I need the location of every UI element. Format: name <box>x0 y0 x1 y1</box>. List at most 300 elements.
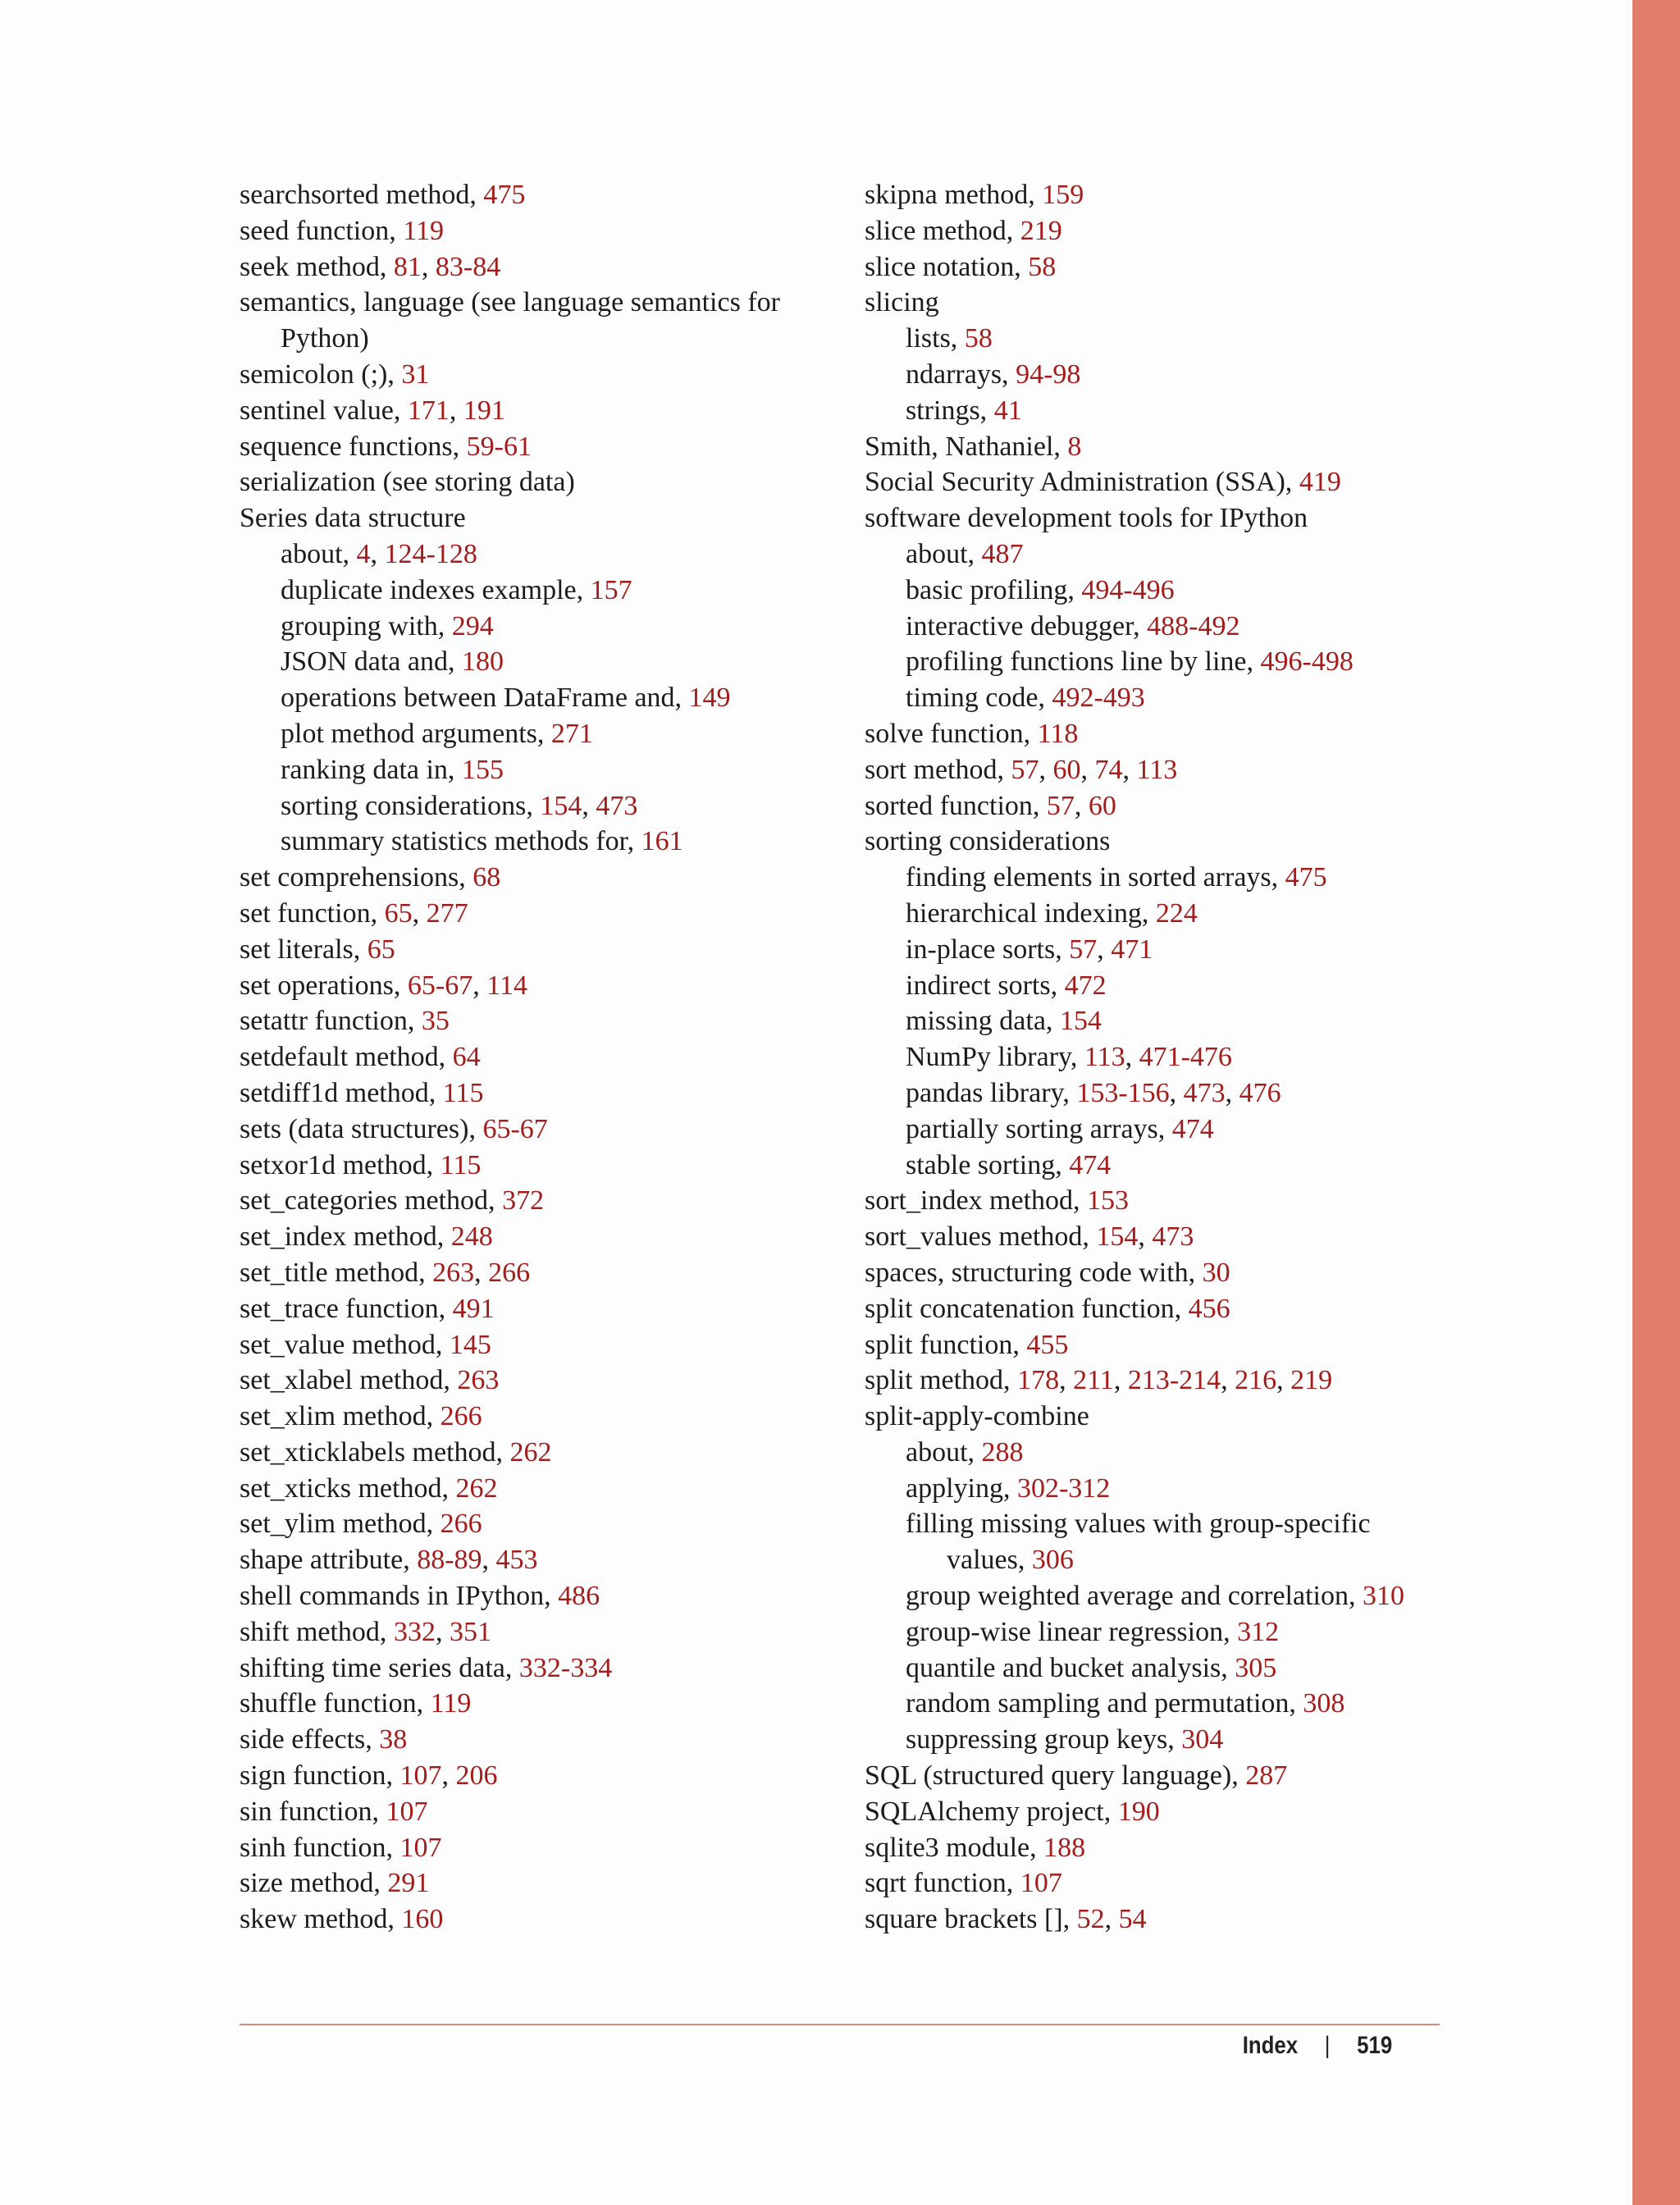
index-subentry <box>865 536 1496 573</box>
ref-separator: , <box>1059 1365 1074 1396</box>
page-reference-link[interactable]: 474 <box>1171 1113 1214 1144</box>
page-reference-link[interactable]: 294 <box>451 610 494 641</box>
index-subentry <box>865 1722 1496 1758</box>
index-entry <box>240 1722 871 1758</box>
page-reference-link[interactable]: 188 <box>1043 1832 1086 1863</box>
index-term: slice method, <box>865 215 1020 246</box>
index-entry <box>865 824 1496 860</box>
index-subentry <box>865 1112 1496 1148</box>
page-reference-link[interactable]: 266 <box>488 1257 531 1288</box>
page-reference-link[interactable]: 287 <box>1245 1760 1288 1792</box>
index-term: lists, <box>906 323 965 354</box>
index-term: split-apply-combine <box>865 1401 1089 1432</box>
index-subentry <box>865 680 1496 716</box>
index-entry <box>865 177 1496 213</box>
index-term: group-wise linear regression, <box>906 1616 1238 1647</box>
index-term: split concatenation function, <box>865 1293 1189 1324</box>
index-entry <box>240 1255 871 1291</box>
page-reference-link[interactable]: 60 <box>1052 754 1081 785</box>
page-reference-link[interactable]: 266 <box>440 1509 482 1540</box>
index-entry <box>865 1363 1496 1399</box>
page-reference-link[interactable]: 58 <box>1028 251 1057 282</box>
page-reference-link[interactable]: 308 <box>1303 1688 1345 1719</box>
ref-separator: , <box>1125 1042 1139 1073</box>
index-entry <box>240 500 871 536</box>
index-term: set operations, <box>240 970 408 1001</box>
page-reference-link[interactable]: 213-214 <box>1127 1365 1221 1396</box>
index-subentry <box>240 824 871 860</box>
page-reference-link[interactable]: 65 <box>384 897 413 929</box>
index-term: missing data, <box>906 1006 1060 1037</box>
index-entry <box>865 1219 1496 1255</box>
page-reference-link[interactable]: 160 <box>401 1904 444 1935</box>
index-term: group weighted average and correlation, <box>906 1581 1363 1612</box>
page-reference-link[interactable]: 288 <box>981 1436 1024 1468</box>
index-subentry <box>240 609 871 645</box>
index-term: sort method, <box>865 754 1011 785</box>
page-reference-link[interactable]: 57 <box>1011 754 1039 785</box>
page-reference-link[interactable]: 305 <box>1235 1652 1277 1683</box>
index-term: stable sorting, <box>906 1149 1070 1180</box>
index-entry <box>865 1183 1496 1219</box>
index-entry <box>240 1471 871 1507</box>
index-entry <box>240 1650 871 1687</box>
index-term: split method, <box>865 1365 1018 1396</box>
ref-separator: , <box>1276 1365 1291 1396</box>
page-reference-link[interactable]: 38 <box>379 1724 408 1755</box>
page-reference-link[interactable]: 88-89 <box>417 1545 482 1576</box>
page-reference-link[interactable]: 219 <box>1290 1365 1333 1396</box>
page-reference-link[interactable]: 473 <box>1152 1221 1194 1253</box>
index-entry <box>240 429 871 465</box>
index-subentry <box>240 716 871 752</box>
ref-separator: , <box>1113 1365 1128 1396</box>
index-column-left <box>240 177 871 1938</box>
index-term: set_xlim method, <box>240 1401 441 1432</box>
page-reference-link[interactable]: 52 <box>1076 1904 1105 1935</box>
page-reference-link[interactable]: 206 <box>455 1760 498 1792</box>
index-term: in-place sorts, <box>906 934 1070 965</box>
index-term: setdiff1d method, <box>240 1077 443 1108</box>
ref-separator: , <box>1074 790 1089 821</box>
page-reference-link[interactable]: 83-84 <box>435 251 501 282</box>
index-term: set_value method, <box>240 1329 450 1360</box>
index-entry <box>240 1183 871 1219</box>
index-term: Series data structure <box>240 503 466 534</box>
index-entry <box>240 1506 871 1542</box>
page-reference-link[interactable]: 41 <box>993 395 1022 426</box>
ref-separator: , <box>1097 934 1112 965</box>
page-reference-link[interactable]: 453 <box>495 1545 538 1576</box>
page-reference-link[interactable]: 153 <box>1087 1185 1130 1217</box>
index-term: timing code, <box>906 682 1052 714</box>
index-term: shell commands in IPython, <box>240 1581 559 1612</box>
page-reference-link[interactable]: 304 <box>1181 1724 1224 1755</box>
page-reference-link[interactable]: 262 <box>509 1436 552 1468</box>
index-entry <box>240 1758 871 1794</box>
page-reference-link[interactable]: 312 <box>1237 1616 1280 1647</box>
index-term: set_title method, <box>240 1257 433 1288</box>
page-reference-link[interactable]: 473 <box>1183 1077 1226 1108</box>
index-term: skipna method, <box>865 180 1043 210</box>
index-entry <box>240 213 871 249</box>
page-reference-link[interactable]: 157 <box>590 574 632 605</box>
index-subentry <box>240 752 871 788</box>
page-reference-link[interactable]: 60 <box>1088 790 1116 821</box>
page-reference-link[interactable]: 154 <box>540 790 582 821</box>
index-entry <box>240 1578 871 1614</box>
index-subentry <box>865 1542 1496 1578</box>
index-term: shuffle function, <box>240 1688 431 1719</box>
index-term: partially sorting arrays, <box>906 1113 1172 1144</box>
page-reference-link[interactable]: 154 <box>1096 1221 1139 1253</box>
index-entry <box>240 1399 871 1435</box>
page-reference-link[interactable]: 332-334 <box>518 1652 613 1683</box>
index-term: sinh function, <box>240 1832 400 1863</box>
page-reference-link[interactable]: 107 <box>1020 1868 1062 1899</box>
page-reference-link[interactable]: 491 <box>452 1293 495 1324</box>
page-reference-link[interactable]: 291 <box>387 1868 430 1899</box>
page-reference-link[interactable]: 115 <box>442 1077 484 1108</box>
index-subentry <box>865 1578 1496 1614</box>
page-reference-link[interactable]: 180 <box>461 646 504 678</box>
ref-separator: , <box>1221 1365 1235 1396</box>
page-reference-link[interactable]: 118 <box>1037 718 1079 749</box>
page-reference-link[interactable]: 124-128 <box>384 538 477 569</box>
index-term: set_trace function, <box>240 1293 453 1324</box>
page-reference-link[interactable]: 271 <box>550 718 593 749</box>
index-term: software development tools for IPython <box>865 503 1308 534</box>
page-reference-link[interactable]: 59-61 <box>466 431 532 462</box>
index-term: set_ylim method, <box>240 1509 441 1540</box>
ref-separator: , <box>1225 1077 1239 1108</box>
index-term: sort_values method, <box>865 1221 1097 1253</box>
page-reference-link[interactable]: 472 <box>1064 970 1107 1001</box>
index-term: sorting considerations, <box>281 790 541 821</box>
index-term: values, <box>947 1545 1032 1576</box>
index-term: setattr function, <box>240 1006 422 1037</box>
page-reference-link[interactable]: 171 <box>407 395 450 426</box>
page-reference-link[interactable]: 486 <box>558 1581 600 1612</box>
index-term: SQL (structured query language), <box>865 1760 1246 1792</box>
index-term: operations between DataFrame and, <box>281 682 689 714</box>
page-reference-link[interactable]: 455 <box>1026 1329 1069 1360</box>
index-entry <box>240 1865 871 1901</box>
index-term: semantics, language (see language semantics for <box>240 287 780 318</box>
page-reference-link[interactable]: 471-476 <box>1139 1042 1232 1073</box>
ref-separator: , <box>1104 1904 1119 1935</box>
page-reference-link[interactable]: 492-493 <box>1052 682 1145 714</box>
index-subentry <box>865 609 1496 645</box>
index-term: size method, <box>240 1868 388 1899</box>
index-term: set literals, <box>240 934 368 965</box>
index-subentry <box>865 1686 1496 1722</box>
index-subentry <box>240 644 871 680</box>
index-term: ranking data in, <box>281 754 462 785</box>
page-reference-link[interactable]: 161 <box>641 826 683 857</box>
index-term: pandas library, <box>906 1077 1077 1108</box>
index-term: summary statistics methods for, <box>281 826 641 857</box>
page-reference-link[interactable]: 65 <box>367 934 395 965</box>
page-reference-link[interactable]: 419 <box>1299 467 1341 498</box>
index-term: spaces, structuring code with, <box>865 1257 1203 1288</box>
index-entry <box>865 1255 1496 1291</box>
index-term: semicolon (;), <box>240 358 402 390</box>
page-reference-link[interactable]: 474 <box>1069 1149 1112 1180</box>
index-term: about, <box>281 538 357 569</box>
index-term: filling missing values with group-specific <box>906 1509 1371 1540</box>
page-reference-link[interactable]: 65-67 <box>482 1113 548 1144</box>
page-reference-link[interactable]: 58 <box>964 323 993 354</box>
page-reference-link[interactable]: 496-498 <box>1260 646 1354 678</box>
index-term: set comprehensions, <box>240 862 473 893</box>
index-term: applying, <box>906 1472 1017 1504</box>
index-term: seed function, <box>240 215 404 246</box>
page-reference-link[interactable]: 8 <box>1067 431 1082 462</box>
index-term: set function, <box>240 897 385 929</box>
index-subentry <box>865 357 1496 393</box>
index-entry <box>240 1327 871 1363</box>
page-reference-link[interactable]: 456 <box>1188 1293 1230 1324</box>
page-reference-link[interactable]: 119 <box>403 215 444 246</box>
page-reference-link[interactable]: 107 <box>399 1760 442 1792</box>
page-reference-link[interactable]: 94-98 <box>1016 358 1081 390</box>
index-term: indirect sorts, <box>906 970 1065 1001</box>
index-term: basic profiling, <box>906 574 1082 605</box>
index-term: setxor1d method, <box>240 1149 441 1180</box>
index-term: seek method, <box>240 251 394 282</box>
page-reference-link[interactable]: 107 <box>386 1796 428 1827</box>
page-reference-link[interactable]: 332 <box>393 1616 436 1647</box>
index-term: interactive debugger, <box>906 610 1148 641</box>
index-entry <box>865 788 1496 824</box>
index-term: shape attribute, <box>240 1545 418 1576</box>
page-reference-link[interactable]: 57 <box>1069 934 1098 965</box>
index-entry <box>240 860 871 896</box>
index-entry <box>240 393 871 429</box>
page-reference-link[interactable]: 64 <box>452 1042 481 1073</box>
index-term: sorting considerations <box>865 826 1111 857</box>
page-reference-link[interactable]: 149 <box>688 682 731 714</box>
index-entry <box>240 249 871 285</box>
page-reference-link[interactable]: 248 <box>450 1221 493 1253</box>
index-entry <box>240 1542 871 1578</box>
index-entry <box>865 1291 1496 1327</box>
ref-separator: , <box>1080 754 1095 785</box>
index-term: JSON data and, <box>281 646 462 678</box>
index-subentry <box>865 1471 1496 1507</box>
index-entry <box>865 1830 1496 1866</box>
index-term: set_categories method, <box>240 1185 503 1217</box>
page-reference-link[interactable]: 31 <box>401 358 430 390</box>
index-subentry <box>865 968 1496 1004</box>
index-column-right <box>865 177 1496 1938</box>
index-term: finding elements in sorted arrays, <box>906 862 1285 893</box>
index-entry <box>240 968 871 1004</box>
page-reference-link[interactable]: 216 <box>1235 1365 1277 1396</box>
ref-separator: , <box>482 1545 496 1576</box>
page-reference-link[interactable]: 487 <box>981 538 1024 569</box>
index-entry <box>240 1291 871 1327</box>
page-reference-link[interactable]: 107 <box>399 1832 442 1863</box>
index-entry <box>240 1614 871 1650</box>
page-reference-link[interactable]: 57 <box>1046 790 1075 821</box>
page-reference-link[interactable]: 266 <box>440 1401 482 1432</box>
index-term: sin function, <box>240 1796 386 1827</box>
index-subentry <box>865 393 1496 429</box>
page-reference-link[interactable]: 190 <box>1117 1796 1160 1827</box>
index-subentry <box>865 1148 1496 1184</box>
page-reference-link[interactable]: 74 <box>1094 754 1123 785</box>
index-entry <box>865 213 1496 249</box>
page-reference-link[interactable]: 113 <box>1136 754 1178 785</box>
index-entry <box>240 321 871 357</box>
page-reference-link[interactable]: 302-312 <box>1016 1472 1111 1504</box>
page-reference-link[interactable]: 476 <box>1239 1077 1281 1108</box>
page-reference-link[interactable]: 475 <box>1285 862 1327 893</box>
index-entry <box>240 1003 871 1039</box>
ref-separator: , <box>1122 754 1137 785</box>
index-subentry <box>865 860 1496 896</box>
page-reference-link[interactable]: 263 <box>457 1365 500 1396</box>
page-reference-link[interactable]: 191 <box>463 395 505 426</box>
index-entry <box>240 1148 871 1184</box>
index-entry <box>865 716 1496 752</box>
page-reference-link[interactable]: 54 <box>1118 1904 1147 1935</box>
index-entry <box>240 1219 871 1255</box>
index-term: sqrt function, <box>865 1868 1020 1899</box>
ref-separator: , <box>370 538 385 569</box>
index-term: Smith, Nathaniel, <box>865 431 1068 462</box>
ref-separator: , <box>1169 1077 1184 1108</box>
page-reference-link[interactable]: 30 <box>1202 1257 1230 1288</box>
index-subentry <box>865 1506 1496 1542</box>
index-entry <box>865 285 1496 321</box>
index-term: sentinel value, <box>240 395 408 426</box>
page-reference-link[interactable]: 494-496 <box>1081 574 1175 605</box>
index-term: Python) <box>281 323 369 354</box>
index-term: slice notation, <box>865 251 1029 282</box>
index-term: shift method, <box>240 1616 394 1647</box>
index-term: split function, <box>865 1329 1027 1360</box>
page-reference-link[interactable]: 115 <box>440 1149 482 1180</box>
index-entry <box>865 1758 1496 1794</box>
index-entry <box>240 464 871 500</box>
index-term: grouping with, <box>281 610 452 641</box>
page-reference-link[interactable]: 219 <box>1020 215 1062 246</box>
index-term: about, <box>906 1436 982 1468</box>
page-reference-link[interactable]: 155 <box>461 754 504 785</box>
index-subentry <box>240 536 871 573</box>
page-reference-link[interactable]: 4 <box>356 538 371 569</box>
page-reference-link[interactable]: 159 <box>1042 180 1084 210</box>
footer-rule <box>240 2024 1440 2025</box>
page-reference-link[interactable]: 372 <box>502 1185 545 1217</box>
page-reference-link[interactable]: 68 <box>472 862 501 893</box>
page-reference-link[interactable]: 81 <box>393 251 422 282</box>
page-reference-link[interactable]: 277 <box>426 897 468 929</box>
page-reference-link[interactable]: 475 <box>483 180 526 210</box>
index-term: sets (data structures), <box>240 1113 483 1144</box>
index-entry <box>240 1075 871 1112</box>
index-subentry <box>865 573 1496 609</box>
page-reference-link[interactable]: 351 <box>449 1616 491 1647</box>
index-subentry <box>240 788 871 824</box>
index-term: ndarrays, <box>906 358 1016 390</box>
index-term: set_index method, <box>240 1221 451 1253</box>
index-entry <box>240 357 871 393</box>
index-entry <box>240 1794 871 1830</box>
index-entry <box>240 1363 871 1399</box>
page-reference-link[interactable]: 488-492 <box>1147 610 1240 641</box>
index-term: plot method arguments, <box>281 718 551 749</box>
index-term: slicing <box>865 287 939 318</box>
page-reference-link[interactable]: 211 <box>1073 1365 1114 1396</box>
index-term: set_xticks method, <box>240 1472 456 1504</box>
index-entry <box>865 752 1496 788</box>
ref-separator: , <box>472 970 487 1001</box>
page-reference-link[interactable]: 224 <box>1155 897 1198 929</box>
page-reference-link[interactable]: 310 <box>1362 1581 1404 1612</box>
index-subentry <box>865 644 1496 680</box>
index-term: serialization (see storing data) <box>240 467 575 498</box>
page-reference-link[interactable]: 119 <box>430 1688 472 1719</box>
index-subentry <box>865 1435 1496 1471</box>
index-subentry <box>240 680 871 716</box>
page-reference-link[interactable]: 154 <box>1059 1006 1102 1037</box>
footer-separator: | <box>1324 2032 1331 2059</box>
index-entry <box>865 249 1496 285</box>
ref-separator: , <box>449 395 463 426</box>
index-entry <box>240 285 871 321</box>
page-reference-link[interactable]: 178 <box>1017 1365 1060 1396</box>
index-term: sign function, <box>240 1760 400 1792</box>
page-reference-link[interactable]: 145 <box>449 1329 491 1360</box>
ref-separator: , <box>474 1257 489 1288</box>
index-subentry <box>865 1003 1496 1039</box>
index-entry <box>240 1435 871 1471</box>
index-subentry <box>240 573 871 609</box>
index-entry <box>865 1794 1496 1830</box>
index-term: suppressing group keys, <box>906 1724 1182 1755</box>
index-entry <box>240 1830 871 1866</box>
page-reference-link[interactable]: 471 <box>1111 934 1153 965</box>
page-number: 519 <box>1356 2032 1392 2059</box>
page-reference-link[interactable]: 65-67 <box>407 970 473 1001</box>
index-term: strings, <box>906 395 994 426</box>
page-reference-link[interactable]: 35 <box>421 1006 450 1037</box>
index-subentry <box>865 1614 1496 1650</box>
page-reference-link[interactable]: 306 <box>1031 1545 1074 1576</box>
index-subentry <box>865 1039 1496 1075</box>
index-term: side effects, <box>240 1724 380 1755</box>
page-reference-link[interactable]: 263 <box>432 1257 475 1288</box>
index-entry <box>240 1686 871 1722</box>
page-reference-link[interactable]: 473 <box>596 790 638 821</box>
index-term: searchsorted method, <box>240 180 484 210</box>
index-term: skew method, <box>240 1904 402 1935</box>
index-term: NumPy library, <box>906 1042 1084 1073</box>
index-subentry <box>865 1075 1496 1112</box>
page-reference-link[interactable]: 262 <box>455 1472 498 1504</box>
page-reference-link[interactable]: 114 <box>486 970 527 1001</box>
index-entry <box>865 500 1496 536</box>
index-entry <box>865 1901 1496 1938</box>
ref-separator: , <box>412 897 427 929</box>
page-reference-link[interactable]: 153-156 <box>1076 1077 1170 1108</box>
page-footer <box>1242 2032 1392 2060</box>
page-reference-link[interactable]: 113 <box>1084 1042 1125 1073</box>
